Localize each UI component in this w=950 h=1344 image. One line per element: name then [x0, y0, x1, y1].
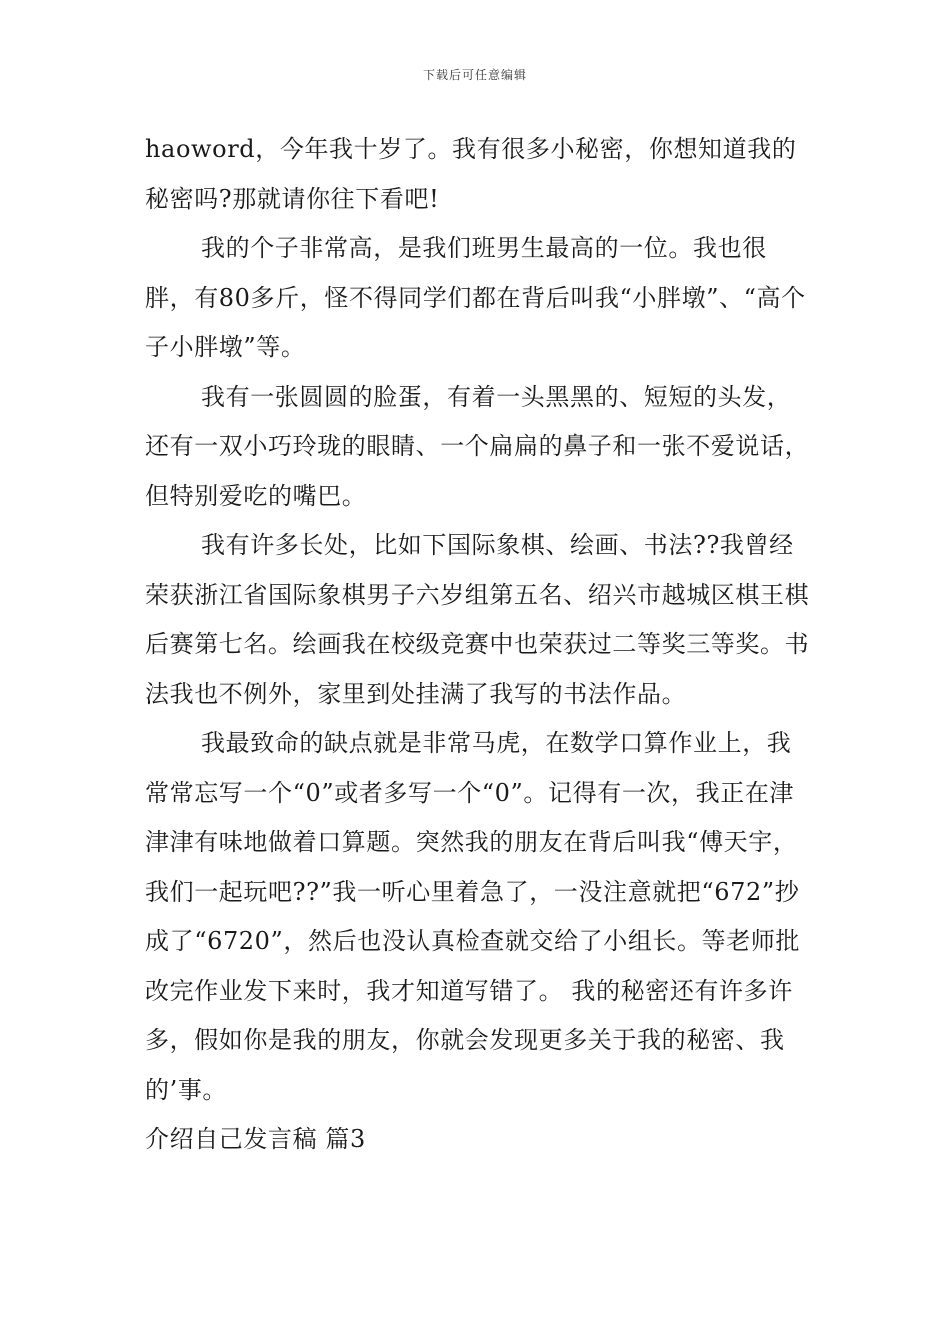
body-text [145, 125, 810, 1165]
paragraph-strengths: 我有许多长处，比如下国际象棋、绘画、书法??我曾经荣获浙江省国际象棋男子六岁组第五名、绍兴市越城区棋王棋后赛第七名。绘画我在校级竞赛中也荣获过二等奖三等奖。书法我也不例外，家里到处挂满了我写的书法作品。 [145, 531, 810, 708]
paragraph-weakness: 我最致命的缺点就是非常马虎，在数学口算作业上，我常常忘写一个“0”或者多写一个“0”。记得有一次，我正在津津津有味地做着口算题。突然我的朋友在背后叫我“傅天宇，我们一起玩吧??”我一听心里着急了，一没注意就把“672”抄成了“6720”，然后也没认真检查就交给了小组长。等老师批改完作业发下来时，我才知道写错了。 我的秘密还有许多许多，假如你是我的朋友，你就会发现更多关于我的秘密、我的’事。 [145, 729, 801, 1104]
header-note: 下载后可任意编辑 [422, 68, 527, 82]
paragraph-intro: haoword，今年我十岁了。我有很多小秘密，你想知道我的秘密吗?那就请你往下看吧! [145, 135, 797, 213]
paragraph-height: 我的个子非常高，是我们班男生最高的一位。我也很胖，有80多斤，怪不得同学们都在背后叫我“小胖墩”、“高个子小胖墩”等。 [145, 234, 806, 361]
paragraph-face: 我有一张圆圆的脸蛋，有着一头黑黑的、短短的头发，还有一双小巧玲珑的眼睛、一个扁扁的鼻子和一张不爱说话，但特别爱吃的嘴巴。 [145, 382, 810, 510]
section-heading: 介绍自己发言稿 篇3 [145, 1125, 366, 1153]
